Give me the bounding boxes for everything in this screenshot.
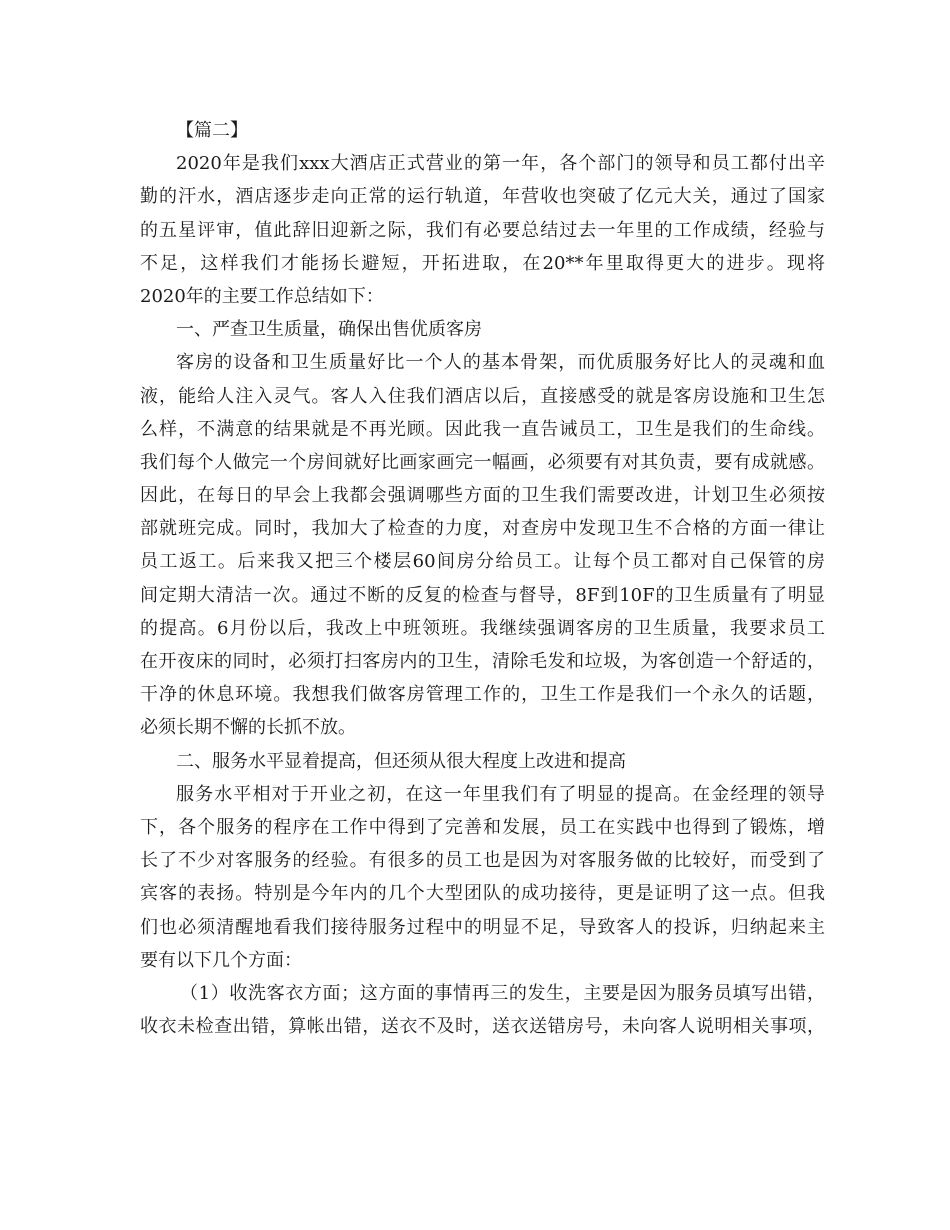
paragraph-line: 的提高。6月份以后，我改上中班领班。我继续强调客房的卫生质量，我要求员工: [140, 617, 825, 639]
paragraph-line: 部就班完成。同时，我加大了检查的力度，对查房中发现卫生不合格的方面一律让: [140, 518, 825, 540]
paragraph-line: 么样，不满意的结果就是不再光顾。因此我一直告诫员工，卫生是我们的生命线。: [140, 418, 825, 440]
heading-two: 二、服务水平显着提高，但还须从很大程度上改进和提高: [176, 750, 626, 772]
list-item-line: （1）收洗客衣方面；这方面的事情再三的发生，主要是因为服务员填写出错，: [180, 982, 825, 1004]
paragraph-line: 液，能给人注入灵气。客人入住我们酒店以后，直接感受的就是客房设施和卫生怎: [140, 385, 825, 407]
paragraph-line: 不足，这样我们才能扬长避短，开拓进取，在20**年里取得更大的进步。现将: [140, 252, 825, 274]
paragraph-line: 2020年的主要工作总结如下：: [140, 285, 384, 307]
paragraph-line: 2020年是我们xxx大酒店正式营业的第一年，各个部门的领导和员工都付出辛: [176, 153, 825, 175]
paragraph-line: 员工返工。后来我又把三个楼层60间房分给员工。让每个员工都对自己保管的房: [140, 551, 825, 573]
section-title: 【篇二】: [176, 120, 248, 141]
paragraph-line: 们也必须清醒地看我们接待服务过程中的明显不足，导致客人的投诉，归纳起来主: [140, 916, 825, 938]
paragraph-line: 收衣未检查出错，算帐出错，送衣不及时，送衣送错房号，未向客人说明相关事项，: [140, 1016, 825, 1038]
paragraph-line: 我们每个人做完一个房间就好比画家画完一幅画，必须要有对其负责，要有成就感。: [140, 451, 825, 473]
heading-one: 一、严查卫生质量，确保出售优质客房: [176, 319, 482, 341]
paragraph-line: 服务水平相对于开业之初，在这一年里我们有了明显的提高。在金经理的领导: [176, 783, 825, 805]
paragraph-line: 在开夜床的同时，必须打扫客房内的卫生，清除毛发和垃圾，为客创造一个舒适的，: [140, 651, 825, 672]
paragraph-line: 干净的休息环境。我想我们做客房管理工作的，卫生工作是我们一个永久的话题，: [140, 684, 825, 706]
paragraph-line: 间定期大清洁一次。通过不断的反复的检查与督导，8F到10F的卫生质量有了明显: [140, 584, 825, 606]
paragraph-line: 要有以下几个方面：: [140, 949, 302, 971]
document-body: [140, 114, 825, 1043]
paragraph-line: 客房的设备和卫生质量好比一个人的基本骨架，而优质服务好比人的灵魂和血: [176, 352, 825, 374]
paragraph-line: 宾客的表扬。特别是今年内的几个大型团队的成功接待，更是证明了这一点。但我: [140, 883, 825, 905]
paragraph-line: 必须长期不懈的长抓不放。: [140, 717, 356, 739]
paragraph-line: 勤的汗水，酒店逐步走向正常的运行轨道，年营收也突破了亿元大关，通过了国家: [140, 186, 825, 208]
paragraph-line: 因此，在每日的早会上我都会强调哪些方面的卫生我们需要改进，计划卫生必须按: [140, 485, 825, 507]
paragraph-line: 长了不少对客服务的经验。有很多的员工也是因为对客服务做的比较好，而受到了: [140, 850, 825, 872]
paragraph-line: 的五星评审，值此辞旧迎新之际，我们有必要总结过去一年里的工作成绩，经验与: [140, 219, 825, 241]
paragraph-line: 下，各个服务的程序在工作中得到了完善和发展，员工在实践中也得到了锻炼，增: [140, 816, 825, 838]
